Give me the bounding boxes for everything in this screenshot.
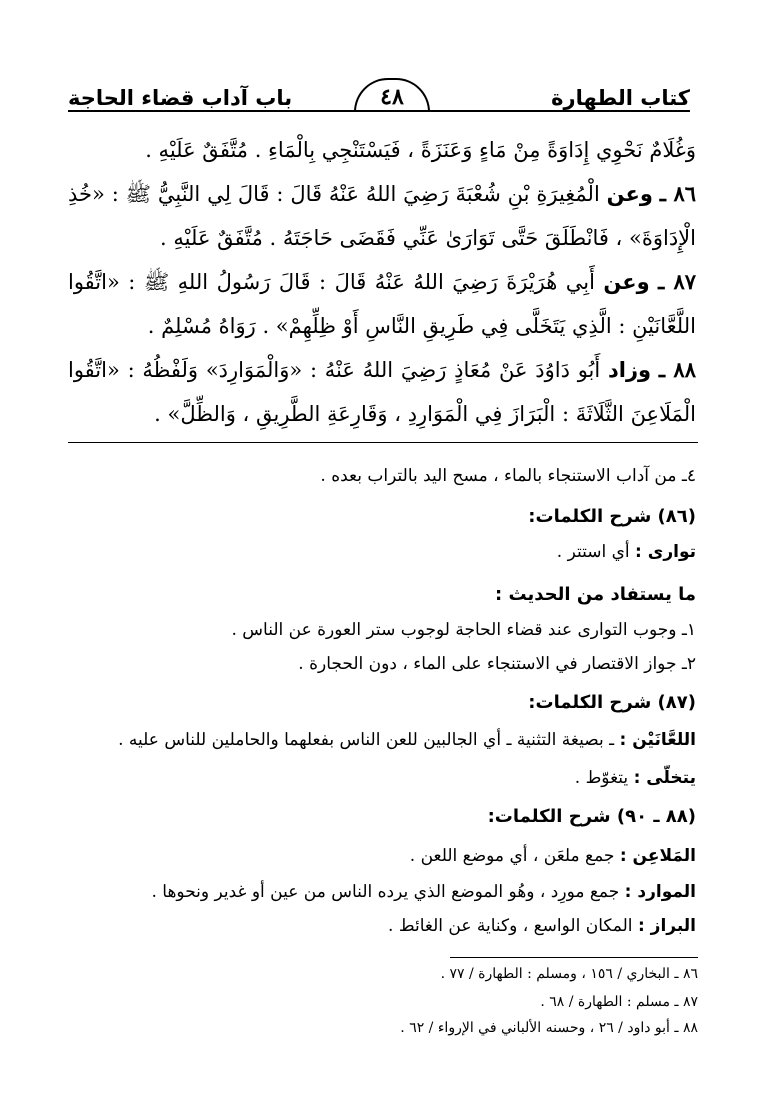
def-mawarid: جمع مورِد ، وهُو الموضع الذي يرده الناس من عين أو غدير ونحوها . <box>151 882 625 902</box>
definition-baraz <box>388 916 696 936</box>
previous-point-4: ٤ـ من آداب الاستنجاء بالماء ، مسح اليد بالتراب بعده . <box>320 466 696 486</box>
def-tawara: أي استتر . <box>556 542 636 562</box>
book-title: كتاب الطهارة <box>551 86 690 110</box>
heading-86-words: (٨٦) شرح الكلمات: <box>528 506 696 527</box>
term-mawarid: الموارد : <box>624 882 696 902</box>
hadith-88-text: أَبُو دَاوُدَ عَنْ مُعَاذٍ رَضِيَ اللهُ عَنْهُ : «وَالْمَوَارِدَ» وَلَفْظُهُ : «اتَّقُوا الْمَلَاعِنَ الثَّلَاثَةَ : الْبَرَازَ فِي الْمَوَارِدِ ، وَقَارِعَةِ الطَّرِيقِ ، وَالظِّلَّ» . <box>68 358 696 426</box>
hadith-87-lead: وعن <box>603 270 650 294</box>
definition-yatakhalla <box>575 768 696 788</box>
hadith-continuation: وَغُلَامٌ نَحْوِي إِدَاوَةً مِنْ مَاءٍ وَعَنَزَةً ، فَيَسْتَنْجِي بِالْمَاءِ . مُتَّفَقٌ عَلَيْهِ . <box>145 138 696 162</box>
term-yatakhalla: يتخلّى : <box>633 768 696 788</box>
hadith-88-number: ٨٨ ـ <box>658 357 696 382</box>
hadith-87-text: أَبِي هُرَيْرَةَ رَضِيَ اللهُ عَنْهُ قَالَ : قَالَ رَسُولُ اللهِ ﷺ : «اتَّقُوا اللَّعَّانَيْنِ : الَّذِي يَتَخَلَّى فِي طَرِيقِ النَّاسِ أَوْ ظِلِّهِمْ» . رَوَاهُ مُسْلِمٌ . <box>68 270 696 338</box>
def-baraz: المكان الواسع ، وكناية عن الغائط . <box>388 916 638 936</box>
def-laanayn: ـ بصيغة التثنية ـ أي الجالبين للعن الناس بفعلهما والحاملين للناس عليه . <box>118 730 620 750</box>
benefit-2: ٢ـ جواز الاقتصار في الاستنجاء على الماء ، دون الحجارة . <box>298 654 696 674</box>
definition-mawarid <box>151 882 696 902</box>
def-yatakhalla: يتغوّط . <box>574 768 634 788</box>
term-malaain: المَلاعِن : <box>619 846 696 866</box>
term-laanayn: اللعَّانَيْن : <box>619 730 696 750</box>
definition-tawara <box>557 542 696 562</box>
definition-laanayn <box>118 730 696 750</box>
def-malaain: جمع ملعَن ، أي موضع اللعن . <box>409 846 620 866</box>
commentary <box>68 0 696 1116</box>
hadith-86-text: الْمُغِيرَةِ بْنِ شُعْبَةَ رَضِيَ اللهُ عَنْهُ قَالَ : قَالَ لِي النَّبِيُّ ﷺ : «خُذِ الْإِدَاوَةَ» ، فَانْطَلَقَ حَتَّى تَوَارَىٰ عَنِّي فَقَضَى حَاجَتَهُ . مُتَّفَقٌ عَلَيْهِ . <box>68 182 696 250</box>
footnote-86: ٨٦ ـ البخاري / ١٥٦ ، ومسلم : الطهارة / ٧٧ . <box>440 966 698 982</box>
heading-88-90-words: (٨٨ ـ ٩٠) شرح الكلمات: <box>487 806 696 827</box>
hadith-87-number: ٨٧ ـ <box>658 269 696 294</box>
hadith-88-lead: وزاد <box>607 358 652 382</box>
hadith-86-number: ٨٦ ـ <box>659 181 696 206</box>
definition-malaain <box>410 846 696 866</box>
hadith-86-lead: وعن <box>606 182 653 206</box>
benefit-1: ١ـ وجوب التوارى عند قضاء الحاجة لوجوب ستر العورة عن الناس . <box>231 620 696 640</box>
footnote-88: ٨٨ ـ أبو داود / ٢٦ ، وحسنه الألباني في الإرواء / ٦٢ . <box>400 1020 698 1036</box>
heading-87-words: (٨٧) شرح الكلمات: <box>528 692 696 713</box>
chapter-title: باب آداب قضاء الحاجة <box>68 86 293 110</box>
footnote-87: ٨٧ ـ مسلم : الطهارة / ٦٨ . <box>540 994 698 1010</box>
footnote-rule <box>450 957 698 958</box>
term-tawara: توارى : <box>635 542 696 562</box>
term-baraz: البراز : <box>637 916 696 936</box>
page-number: ٤٨ <box>354 78 430 112</box>
heading-benefits: ما يستفاد من الحديث : <box>495 584 696 605</box>
